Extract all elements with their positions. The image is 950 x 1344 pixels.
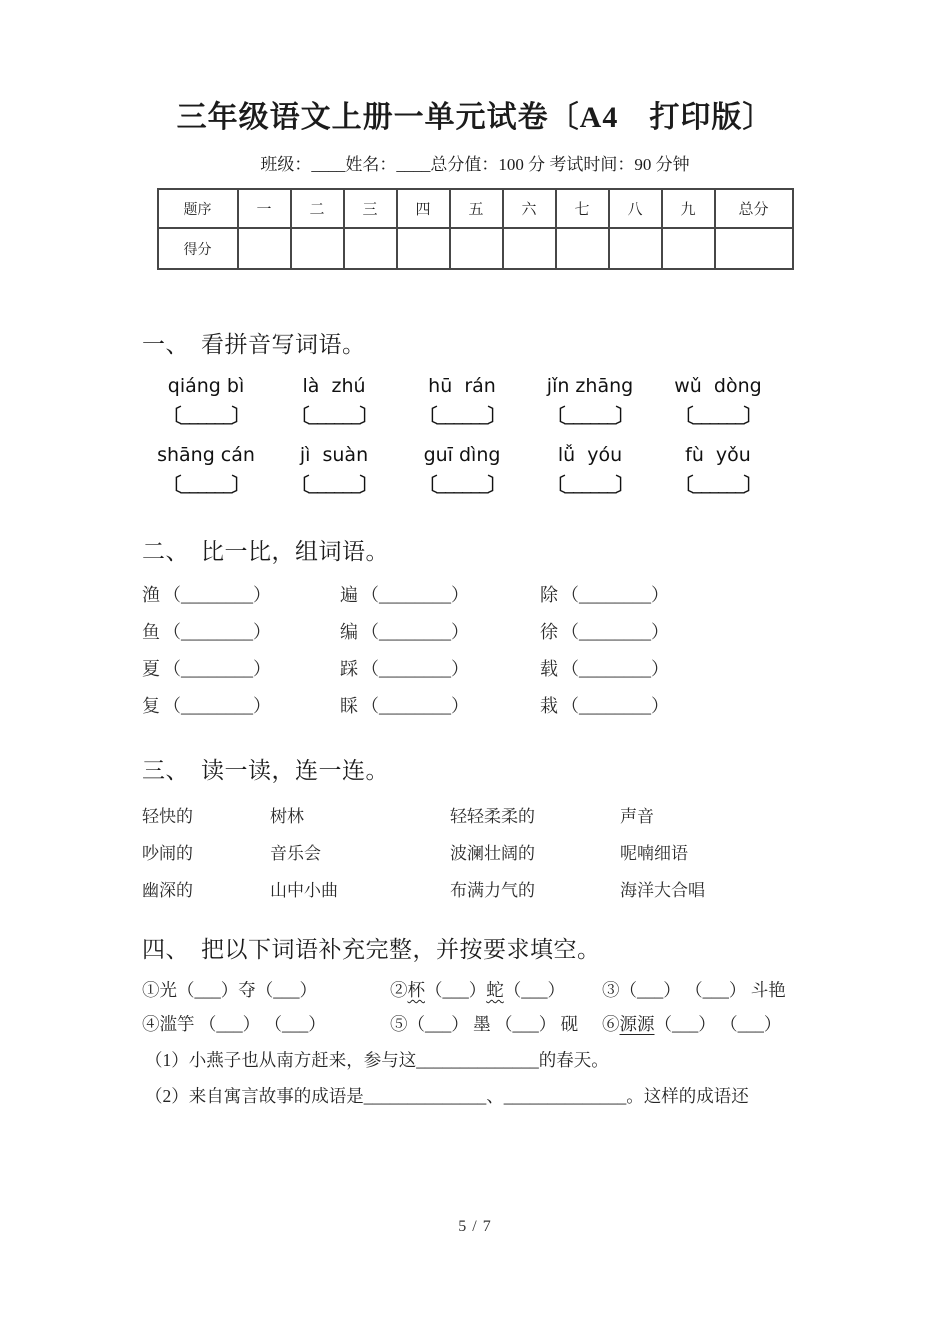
- idiom-text: 滥竽 （___） （___）: [159, 1014, 326, 1034]
- score-table-column-header: 二: [291, 189, 344, 228]
- pinyin-row: [142, 444, 782, 466]
- idiom-text: 光（___）夺（___）: [159, 980, 317, 1000]
- idiom-item: [142, 977, 390, 1002]
- score-table-score-cell: [397, 228, 450, 269]
- fill-blank-line: （2）来自寓言故事的成语是______________、______________。这样的成语还: [145, 1086, 749, 1106]
- idiom-text: （___）: [503, 980, 565, 1000]
- character: 睬: [340, 696, 358, 716]
- answer-bracket: 〔______〕: [418, 475, 506, 496]
- answer-bracket: 〔______〕: [674, 406, 762, 427]
- word-pair-item: [540, 581, 830, 607]
- idiom-text: 杯: [407, 980, 425, 1000]
- character: 除: [540, 585, 558, 605]
- pinyin-word: qiáng bì: [167, 375, 245, 397]
- pinyin-row: [142, 375, 782, 397]
- score-table-score-cell: [344, 228, 397, 269]
- match-word: 呢喃细语: [620, 844, 688, 863]
- idiom-text: （___） 墨 （___） 砚: [407, 1014, 579, 1034]
- answer-bracket: （________）: [361, 696, 469, 716]
- pinyin-word: fù yǒu: [685, 444, 751, 466]
- match-word: 轻快的: [142, 807, 193, 826]
- word-pair-item: [340, 581, 540, 607]
- match-word: 波澜壮阔的: [450, 844, 535, 863]
- idiom-item: [602, 977, 830, 1002]
- idiom-number: ②: [390, 980, 408, 1000]
- score-table-column-header: 八: [609, 189, 662, 228]
- answer-bracket-row: [142, 470, 782, 497]
- character: 栽: [540, 696, 558, 716]
- answer-bracket: （________）: [361, 622, 469, 642]
- character: 夏: [142, 659, 160, 679]
- idiom-line-1: [142, 977, 830, 1002]
- word-pair-item: [340, 655, 540, 681]
- character: 鱼: [142, 622, 160, 642]
- score-table-score-cell: [662, 228, 715, 269]
- score-table-score-row: [158, 228, 793, 269]
- score-table-column-header: 四: [397, 189, 450, 228]
- idiom-text: 源源: [619, 1014, 655, 1034]
- exam-info-line: 班级：____姓名：____总分值：100 分 考试时间：90 分钟: [260, 155, 690, 174]
- match-word: 声音: [620, 807, 654, 826]
- pinyin-word: lǚ yóu: [557, 444, 623, 466]
- score-table-column-header: 五: [450, 189, 503, 228]
- section-two-heading: 二、 比一比，组词语。: [142, 539, 389, 564]
- answer-bracket: （________）: [163, 696, 271, 716]
- pinyin-word: hū rán: [428, 375, 496, 397]
- answer-bracket: 〔______〕: [290, 475, 378, 496]
- answer-bracket-row: [142, 401, 782, 428]
- idiom-number: ⑥: [602, 1014, 620, 1034]
- idiom-text: （___） （___） 斗艳: [619, 980, 786, 1000]
- idiom-number: ④: [142, 1014, 160, 1034]
- score-table-score-cell: [450, 228, 503, 269]
- answer-bracket: （________）: [361, 659, 469, 679]
- idiom-line-2: [142, 1011, 830, 1036]
- score-table-score-cell: [715, 228, 793, 269]
- word-pair-item: [340, 692, 540, 718]
- answer-bracket: （________）: [561, 585, 669, 605]
- answer-bracket: 〔______〕: [674, 475, 762, 496]
- word-pair-item: [142, 581, 340, 607]
- idiom-text: （___） （___）: [654, 1014, 782, 1034]
- score-table-score-cell: [291, 228, 344, 269]
- match-word: 布满力气的: [450, 881, 535, 900]
- matching-exercise: [142, 802, 830, 901]
- character: 载: [540, 659, 558, 679]
- idiom-number: ⑤: [390, 1014, 408, 1034]
- match-word: 海洋大合唱: [620, 881, 705, 900]
- match-word: 吵闹的: [142, 844, 193, 863]
- match-word: 幽深的: [142, 881, 193, 900]
- pinyin-word: là zhú: [302, 375, 366, 397]
- match-word: 轻轻柔柔的: [450, 807, 535, 826]
- idiom-item: [142, 1011, 390, 1036]
- character: 复: [142, 696, 160, 716]
- word-pair-item: [540, 655, 830, 681]
- score-table-column-header: 总分: [715, 189, 793, 228]
- word-pair-exercise: [142, 581, 830, 718]
- idiom-item: [390, 977, 602, 1002]
- character: 徐: [540, 622, 558, 642]
- match-word: 树林: [270, 807, 304, 826]
- score-table-column-header: 一: [238, 189, 291, 228]
- answer-bracket: （________）: [163, 585, 271, 605]
- character: 遍: [340, 585, 358, 605]
- answer-bracket: （________）: [561, 659, 669, 679]
- fill-blank-line: （1）小燕子也从南方赶来，参与这______________的春天。: [145, 1050, 609, 1070]
- score-table-score-cell: [238, 228, 291, 269]
- idiom-number: ①: [142, 980, 160, 1000]
- score-table: [157, 188, 794, 270]
- pinyin-exercise: [142, 375, 830, 497]
- word-pair-item: [142, 618, 340, 644]
- match-word: 山中小曲: [270, 881, 338, 900]
- score-table-score-cell: [609, 228, 662, 269]
- answer-bracket: 〔______〕: [546, 475, 634, 496]
- answer-bracket: （________）: [361, 585, 469, 605]
- word-pair-item: [540, 618, 830, 644]
- idiom-item: [390, 1011, 602, 1036]
- score-table-column-header: 六: [503, 189, 556, 228]
- answer-bracket: （________）: [561, 622, 669, 642]
- answer-bracket: 〔______〕: [290, 406, 378, 427]
- score-table-column-header: 七: [556, 189, 609, 228]
- score-table-corner-cell: 题序: [158, 189, 238, 228]
- exam-body: [0, 326, 950, 1108]
- idiom-text: （___）: [425, 980, 487, 1000]
- answer-bracket: 〔______〕: [418, 406, 506, 427]
- character: 编: [340, 622, 358, 642]
- word-pair-item: [540, 692, 830, 718]
- idiom-number: ③: [602, 980, 620, 1000]
- score-table-score-cell: [503, 228, 556, 269]
- word-pair-item: [142, 692, 340, 718]
- score-table-column-header: 九: [662, 189, 715, 228]
- character: 渔: [142, 585, 160, 605]
- idiom-text: 蛇: [486, 980, 504, 1000]
- answer-bracket: （________）: [163, 659, 271, 679]
- page-number: 5 / 7: [458, 1218, 492, 1235]
- fill-blank-lines: [142, 1047, 830, 1108]
- answer-bracket: （________）: [561, 696, 669, 716]
- idiom-item: [602, 1011, 830, 1036]
- match-word: 音乐会: [270, 844, 321, 863]
- page-title: 三年级语文上册一单元试卷〔A4 打印版〕: [176, 101, 774, 134]
- answer-bracket: 〔______〕: [546, 406, 634, 427]
- pinyin-word: jì suàn: [299, 444, 369, 466]
- pinyin-word: guī dìng: [423, 444, 501, 466]
- word-pair-item: [340, 618, 540, 644]
- pinyin-word: wǔ dòng: [674, 375, 762, 397]
- answer-bracket: 〔______〕: [162, 475, 250, 496]
- section-three-heading: 三、 读一读，连一连。: [142, 758, 389, 783]
- score-table-header-row: [158, 189, 793, 228]
- score-table-column-header: 三: [344, 189, 397, 228]
- answer-bracket: （________）: [163, 622, 271, 642]
- score-table-score-cell: [556, 228, 609, 269]
- pinyin-word: jǐn zhāng: [546, 375, 634, 397]
- character: 踩: [340, 659, 358, 679]
- section-one-heading: 一、 看拼音写词语。: [142, 332, 366, 357]
- score-table-score-label: 得分: [158, 228, 238, 269]
- answer-bracket: 〔______〕: [162, 406, 250, 427]
- section-four-heading: 四、 把以下词语补充完整，并按要求填空。: [142, 937, 601, 962]
- pinyin-word: shāng cán: [157, 444, 255, 466]
- word-pair-item: [142, 655, 340, 681]
